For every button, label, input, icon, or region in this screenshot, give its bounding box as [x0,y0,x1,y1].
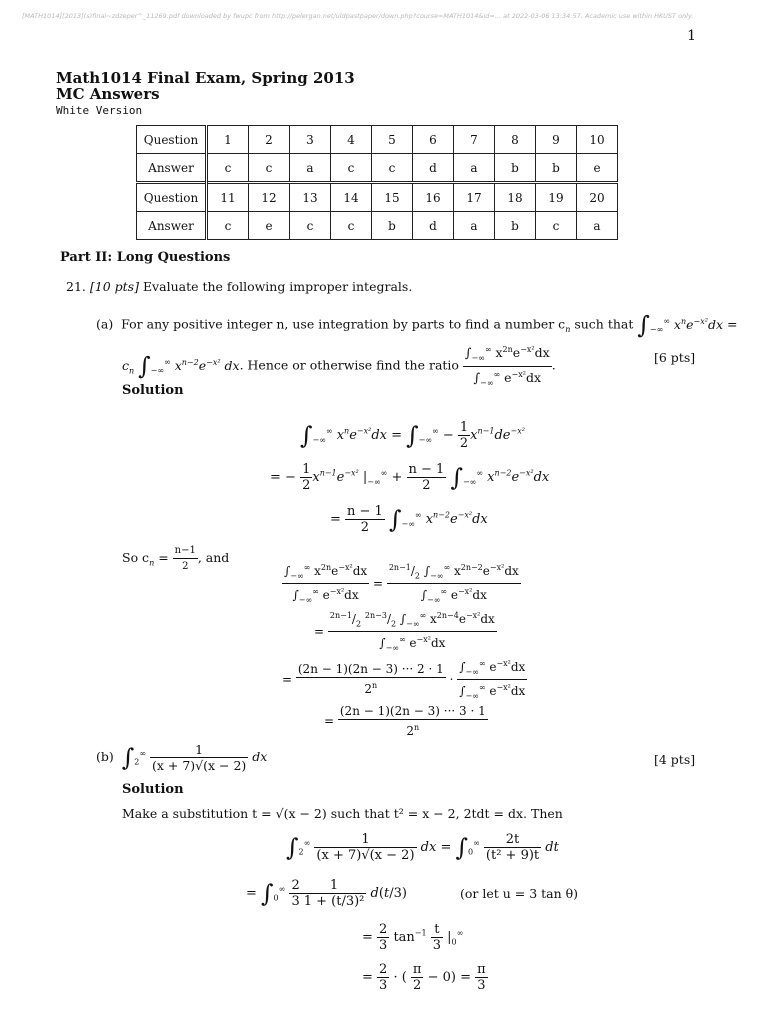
table-cell: d [413,212,454,240]
title-line-2: MC Answers [56,85,160,103]
section-heading: Part II: Long Questions [60,250,231,265]
table-cell: 11 [207,183,249,212]
equation: = $\int_0^\infty$ $\frac{2}{3}$ $\frac{1}{\text{1 + (t/3)²}}$ d(t/3) [246,878,407,909]
solution-label: Solution [122,782,184,797]
table-cell: 7 [454,126,495,154]
part-a-label: (a) [96,316,114,332]
version-label: White Version [56,104,143,117]
mc-answer-table [136,125,618,240]
table-cell: c [207,154,249,183]
table-row [137,183,618,212]
table-cell: 12 [249,183,290,212]
part-a-text: For any positive integer n, use integration by parts to find a number c [121,316,566,332]
table-cell: 17 [454,183,495,212]
question-number: 21. [66,279,86,294]
equation: $\int_{-\infty}^\infty$ $x^ne^{-x^2}dx = \int_{-\infty}^\infty$ − $\frac{1}{2}$ $x^{n-1}de^{-x^2}$ [300,420,525,451]
table-cell: 4 [331,126,372,154]
row-label: Answer [137,154,207,183]
part-a-points: [6 pts] [654,350,696,365]
table-cell: c [331,212,372,240]
equation: $\frac{\int_{-\infty}^\infty x^{2n}e^{-x^2}dx}{\int_{-\infty}^\infty e^{-x^2}dx}$ = $\frac{^{2n-1}/_2 \int_{-\infty}^\infty x^{2n-2}e^{-x^2}dx}{\int_{-\infty}^\infty e^{-x^2}dx}$ [282,560,521,608]
equation: = $\frac{^{2n-1}/_2 ^{2n-3}/_2 \int_{-\infty}^\infty x^{2n-4}e^{-x^2}dx}{\int_{-\infty}^\infty e^{-x^2}dx}$ [314,608,497,656]
table-cell: b [495,154,536,183]
table-cell: d [413,154,454,183]
table-cell: 20 [577,183,618,212]
part-b-substitution: Make a substitution t = √(x − 2) such that t² = x − 2, 2tdt = dx. Then [122,806,563,821]
equation: = $\frac{(2n - 1)(2n - 3) \cdot\cdot\cdot 2 \cdot 1}{2^n}$ · $\frac{\int_{-\infty}^\infty e^{-x^2}dx}{\int_{-\infty}^\infty e^{-x^2}dx}$ [282,656,527,704]
table-cell: a [290,154,331,183]
row-label: Question [137,126,207,154]
table-cell: c [290,212,331,240]
equation: = $\frac{n - 1}{2}$ $\int_{-\infty}^\infty$ $x^{n-2}e^{-x^2}dx$ [330,504,488,535]
table-cell: b [495,212,536,240]
table-cell: c [249,154,290,183]
table-cell: a [454,212,495,240]
watermark: [MATH1014][2013](s)final~zdzeper^_11269.pdf downloaded by fwupc from http://pelergan.net/uldpastpaper/down.php?course=MATH1014&id=... at 2022-03-06 13:34:57. Academic use within HKUST only. [22,12,694,20]
table-cell: c [536,212,577,240]
table-cell: 10 [577,126,618,154]
table-cell: e [249,212,290,240]
table-cell: b [372,212,413,240]
table-cell: 18 [495,183,536,212]
table-row [137,154,618,183]
table-cell: a [577,212,618,240]
part-b-hint: (or let u = 3 tan θ) [460,886,579,901]
equation: $\int_2^\infty$ $\frac{1}{(x + 7)√(x - 2)}$ dx = $\int_0^\infty$ $\frac{2t}{\text{(t² + 9)t}}$ dt [286,832,559,863]
table-cell: 19 [536,183,577,212]
row-label: Answer [137,212,207,240]
table-cell: 8 [495,126,536,154]
table-cell: c [331,154,372,183]
solution-label: Solution [122,383,184,398]
part-a-line1: (a) For any positive integer n, use integration by parts to find a number $c_n$ such that $\int_{-\infty}^\infty$ $x^ne^{-x^2}dx$ = [96,311,738,339]
equation: = $\frac{2}{3}$ $\tan^{-1}$ $\frac{t}{3}$ $|_0^\infty$ [362,922,464,953]
table-cell: 5 [372,126,413,154]
table-cell: 2 [249,126,290,154]
table-cell: c [372,154,413,183]
part-b-label: (b) [96,749,114,764]
table-cell: 6 [413,126,454,154]
equation: = $\frac{(2n - 1)(2n - 3) \cdot\cdot\cdot 3 \cdot 1}{2^n}$ [324,704,486,738]
part-a-text-3: . Hence or otherwise find the ratio [239,357,459,373]
part-a-line2: $c_n$ $\int_{-\infty}^\infty$ $x^{n-2}e^{-x^2}$ dx. Hence or otherwise find the ratio $\frac{\int_{-\infty}^\infty x^{2n}e^{-x^2}dx}{\int_{-\infty}^\infty e^{-x^2}dx}$ . [122,342,556,390]
table-row [137,212,618,240]
table-cell: e [577,154,618,183]
table-cell: c [207,212,249,240]
part-b-line: (b) $\int_2^\infty$ $\frac{1}{(x + 7)√(x - 2)}$ dx [96,742,268,773]
so-cn-and: , and [197,550,230,565]
table-cell: 1 [207,126,249,154]
equation: = − $\frac{1}{2}$ $x^{n-1}e^{-x^2}$ $|_{-\infty}^\infty$ + $\frac{n - 1}{2}$ $\int_{-\infty}^\infty$ $x^{n-2}e^{-x^2}dx$ [270,462,550,493]
table-cell: 13 [290,183,331,212]
table-cell: 15 [372,183,413,212]
row-label: Question [137,183,207,212]
question-text: Evaluate the following improper integrals. [142,279,413,294]
table-cell: 14 [331,183,372,212]
page-title [56,70,355,102]
table-row [137,126,618,154]
title-line-1: Math1014 Final Exam, Spring 2013 [56,69,355,87]
so-cn-line: So $c_n$ = $\frac{n-1}{2}$ , and [122,545,230,572]
table-cell: 9 [536,126,577,154]
table-cell: 3 [290,126,331,154]
table-cell: a [454,154,495,183]
question-points: [10 pts] [89,279,139,294]
question-21 [66,279,412,294]
part-b-points: [4 pts] [654,752,696,767]
table-cell: 16 [413,183,454,212]
equation: = $\frac{2}{3}$ · ( $\frac{\pi}{2}$ − 0) = $\frac{\pi}{3}$ [362,962,486,993]
so-cn-text: So c [122,550,150,565]
part-a-text-2: such that [574,316,634,332]
table-cell: b [536,154,577,183]
page-number: 1 [687,28,696,44]
